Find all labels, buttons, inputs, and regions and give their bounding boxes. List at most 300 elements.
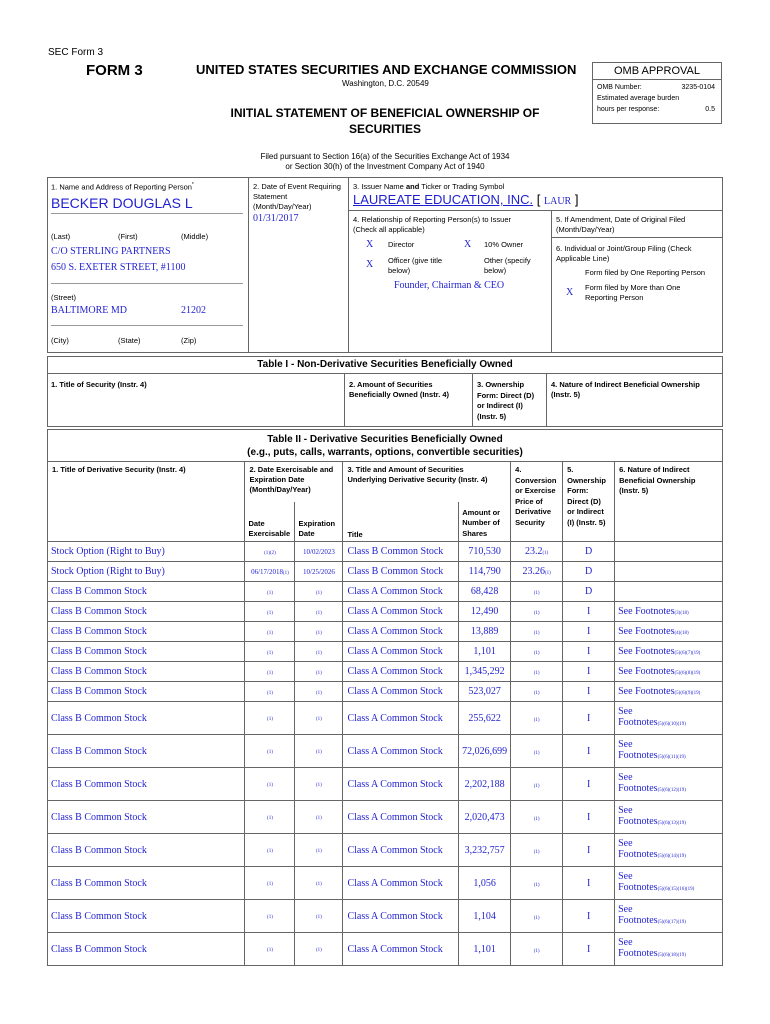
expiration-date <box>295 602 343 622</box>
table1-col4-1: 4. Nature of Indirect Beneficial Ownership <box>551 380 700 389</box>
t2-h4-3: or Exercise <box>515 486 556 495</box>
t2-sub-exp-1: Expiration <box>298 519 336 528</box>
nature-see: See <box>618 937 633 948</box>
filed-line1: Filed pursuant to Section 16(a) of the Securities Exchange Act of 1934 <box>260 152 510 161</box>
conversion-price <box>511 900 563 933</box>
amount-shares: 114,790 <box>459 562 511 582</box>
underlying-security-title: Class A Common Stock <box>343 622 459 642</box>
filed-line2: or Section 30(h) of the Investment Company Act of 1940 <box>285 162 485 171</box>
t2-h5 <box>563 462 615 542</box>
box2-label <box>253 182 341 212</box>
director-label: Director <box>388 240 415 249</box>
conversion-price <box>511 602 563 622</box>
conversion-price <box>511 622 563 642</box>
amount-shares: 1,056 <box>459 867 511 900</box>
derivative-security-title: Class B Common Stock <box>48 622 245 642</box>
table-row <box>48 682 723 702</box>
first-label: (First) <box>118 232 138 241</box>
ownership-form: I <box>563 768 615 801</box>
box6-label <box>556 244 691 264</box>
box1-label-text: 1. Name and Address of Reporting Person <box>51 182 192 192</box>
table-row <box>48 933 723 966</box>
officer-title: Founder, Chairman & CEO <box>394 280 505 291</box>
t2-sub-date-ex-2: Exercisable <box>248 529 291 538</box>
nature-footnote-refs: (5)(6)(8)(19) <box>674 671 701 676</box>
reporting-person-name: BECKER DOUGLAS L <box>51 195 193 211</box>
conversion-price-value: 23.26 <box>522 566 545 577</box>
nature-footnotes: Footnotes <box>618 750 658 761</box>
date-exercisable-footnote: (1) <box>267 816 273 821</box>
omb-approval-box <box>592 62 722 124</box>
expiration-date <box>295 735 343 768</box>
statement-title-line1: INITIAL STATEMENT OF BENEFICIAL OWNERSHIP OF <box>230 106 540 120</box>
ownership-form: I <box>563 682 615 702</box>
expiration-date <box>295 702 343 735</box>
nature-text: See Footnotes <box>618 646 675 657</box>
t2-sub-amount <box>459 502 511 542</box>
conversion-price-footnote: (1) <box>533 783 540 789</box>
t2-h3-2: Underlying Derivative Security (Instr. 4) <box>347 475 488 484</box>
box4-label <box>353 215 511 235</box>
derivative-security-title: Class B Common Stock <box>48 642 245 662</box>
t2-h1: 1. Title of Derivative Security (Instr. 4) <box>48 462 245 542</box>
date-exercisable <box>245 933 295 966</box>
expiration-date-footnote: (1) <box>316 750 322 755</box>
conversion-price <box>511 768 563 801</box>
conversion-price <box>511 662 563 682</box>
box3-label-a: 3. Issuer Name <box>353 182 406 191</box>
t2-h3 <box>343 462 511 502</box>
filing-option-two-1: Form filed by More than One <box>585 283 681 292</box>
table1-col2 <box>349 380 449 400</box>
box3-label-b: and <box>405 182 420 191</box>
nature-footnote-refs: (5)(6)(13)(19) <box>657 821 686 826</box>
commission-location: Washington, D.C. 20549 <box>342 79 429 88</box>
derivative-security-title: Class B Common Stock <box>48 867 245 900</box>
table2-body <box>48 542 723 966</box>
conversion-price <box>511 542 563 562</box>
table2-header-row <box>48 462 723 502</box>
date-exercisable-footnote: (1)(2) <box>264 550 276 556</box>
expiration-date-value: 10/25/2026 <box>303 567 335 576</box>
box4-label-1: 4. Relationship of Reporting Person(s) to Issuer <box>353 215 511 224</box>
conversion-price <box>511 801 563 834</box>
derivative-security-title: Class B Common Stock <box>48 662 245 682</box>
t2-sub-amt-2: Number of <box>462 518 500 527</box>
derivative-security-title: Stock Option (Right to Buy) <box>48 562 245 582</box>
nature-of-ownership <box>615 900 723 933</box>
conversion-price-footnote: (1) <box>544 571 551 576</box>
other-label-2: below) <box>484 266 507 275</box>
ownership-form: I <box>563 602 615 622</box>
derivative-security-title: Class B Common Stock <box>48 933 245 966</box>
underlying-security-title: Class A Common Stock <box>343 582 459 602</box>
expiration-date-value: 10/02/2023 <box>303 547 335 556</box>
table1-col3-3: or Indirect (I) <box>477 401 523 410</box>
expiration-date <box>295 801 343 834</box>
t2-h4 <box>511 462 563 542</box>
table-row <box>48 702 723 735</box>
zip-value: 21202 <box>181 305 206 316</box>
date-exercisable-footnote: (1) <box>267 882 273 887</box>
nature-footnotes: Footnotes <box>618 816 658 827</box>
box5-label <box>556 215 685 235</box>
t2-h4-2: Conversion <box>515 475 557 485</box>
nature-footnotes: Footnotes <box>618 849 658 860</box>
t2-h5-5: or Indirect <box>567 507 604 516</box>
table1-col3-2: Form: Direct (D) <box>477 390 535 400</box>
table2-title-1: Table II - Derivative Securities Beneficially Owned <box>267 434 503 445</box>
filing-option-one: Form filed by One Reporting Person <box>585 268 706 277</box>
expiration-date <box>295 562 343 582</box>
city-label: (City) <box>51 336 69 345</box>
table1-title: Table I - Non-Derivative Securities Beneficially Owned <box>257 359 513 370</box>
nature-of-ownership <box>615 622 723 642</box>
box6-label-2: Applicable Line) <box>556 254 610 263</box>
t2-h5-1: 5. <box>567 465 574 474</box>
t2-sub-exp <box>295 502 343 542</box>
nature-of-ownership <box>615 582 723 602</box>
underlying-security-title: Class A Common Stock <box>343 900 459 933</box>
nature-footnotes: Footnotes <box>618 948 658 959</box>
officer-label-2: below) <box>388 266 411 275</box>
nature-footnote-refs: (5)(6)(15)(16)(19) <box>657 887 695 892</box>
table1-col3 <box>477 380 534 422</box>
ownership-form: I <box>563 735 615 768</box>
t2-h2-2: Expiration Date <box>249 475 305 484</box>
conversion-price <box>511 702 563 735</box>
nature-see: See <box>618 739 633 750</box>
amount-shares: 2,020,473 <box>459 801 511 834</box>
commission-title: UNITED STATES SECURITIES AND EXCHANGE COMMISSION <box>196 62 577 77</box>
nature-footnote-refs: (5)(6)(18)(19) <box>657 953 686 958</box>
amount-shares: 12,490 <box>459 602 511 622</box>
table2-title <box>48 430 722 459</box>
box4-label-2: (Check all applicable) <box>353 225 425 234</box>
expiration-date-footnote: (1) <box>316 670 322 676</box>
omb-number-row <box>593 80 721 91</box>
nature-of-ownership <box>615 542 723 562</box>
other-label <box>484 256 531 276</box>
nature-footnotes: Footnotes <box>618 882 658 893</box>
t2-h4-1: 4. <box>515 465 522 474</box>
t2-h2 <box>245 462 343 502</box>
nature-text: See Footnotes <box>618 666 675 677</box>
filing-option-mark: X <box>566 287 574 298</box>
omb-title: OMB APPROVAL <box>593 63 721 80</box>
expiration-date-footnote: (1) <box>316 948 322 953</box>
omb-hours-row <box>593 102 721 113</box>
date-exercisable <box>245 582 295 602</box>
filing-option-two <box>585 283 680 303</box>
date-exercisable <box>245 622 295 642</box>
box6-label-1: 6. Individual or Joint/Group Filing (Check <box>556 244 692 253</box>
nature-footnotes: Footnotes <box>618 783 658 794</box>
issuer-name-link[interactable]: LAUREATE EDUCATION, INC. <box>353 192 534 207</box>
date-exercisable <box>245 542 295 562</box>
nature-of-ownership <box>615 867 723 900</box>
omb-hours-label: hours per response: <box>597 106 660 113</box>
expiration-date <box>295 542 343 562</box>
conversion-price-footnote: (1) <box>533 915 540 921</box>
omb-hours-value: 0.5 <box>705 106 715 113</box>
underlying-security-title: Class A Common Stock <box>343 735 459 768</box>
amount-shares: 68,428 <box>459 582 511 602</box>
table-row <box>48 582 723 602</box>
derivative-security-title: Class B Common Stock <box>48 801 245 834</box>
underlying-security-title: Class A Common Stock <box>343 834 459 867</box>
nature-see: See <box>618 904 633 915</box>
date-exercisable-footnote: (1) <box>267 650 273 656</box>
event-date: 01/31/2017 <box>253 213 299 224</box>
table-row <box>48 622 723 642</box>
t2-h6 <box>615 462 723 542</box>
box1-star: * <box>191 182 194 188</box>
expiration-date-footnote: (1) <box>316 915 322 920</box>
statement-title-line2: SECURITIES <box>348 122 421 136</box>
t2-h5-4: Direct (D) <box>567 496 601 506</box>
t2-sub-date-ex <box>245 502 295 542</box>
amount-shares: 13,889 <box>459 622 511 642</box>
nature-footnote-refs: (5)(6)(17)(19) <box>657 920 686 925</box>
ten-pct-label: 10% Owner <box>484 240 524 249</box>
underlying-security-title: Class A Common Stock <box>343 682 459 702</box>
expiration-date-footnote: (1) <box>316 690 322 696</box>
officer-label <box>388 256 442 276</box>
nature-footnote-refs: (3)(18) <box>674 611 689 616</box>
other-label-1: Other (specify <box>484 256 531 265</box>
expiration-date-footnote: (1) <box>316 630 322 636</box>
box3-label <box>353 182 504 191</box>
form-name: FORM 3 <box>86 62 143 79</box>
bracket-close: ] <box>574 192 579 207</box>
t2-sub-amt-1: Amount or <box>462 507 501 517</box>
expiration-date-footnote: (1) <box>316 717 322 722</box>
address-line1: C/O STERLING PARTNERS <box>51 246 171 257</box>
nature-of-ownership <box>615 768 723 801</box>
underlying-security-title: Class A Common Stock <box>343 642 459 662</box>
amount-shares: 523,027 <box>459 682 511 702</box>
conversion-price-footnote: (1) <box>542 551 549 556</box>
ownership-form: I <box>563 834 615 867</box>
conversion-price-footnote: (1) <box>533 717 540 723</box>
conversion-price <box>511 867 563 900</box>
nature-footnote-refs: (5)(6)(9)(19) <box>674 691 701 696</box>
omb-burden-label: Estimated average burden <box>597 95 680 102</box>
date-exercisable-footnote: (1) <box>267 630 273 636</box>
expiration-date-footnote: (1) <box>316 816 322 821</box>
date-exercisable-footnote: (1) <box>282 570 289 576</box>
date-exercisable-footnote: (1) <box>267 915 273 920</box>
officer-label-1: Officer (give title <box>388 256 443 265</box>
nature-text: See Footnotes <box>618 686 675 697</box>
t2-h4-4: Price of <box>515 496 543 506</box>
table-row <box>48 834 723 867</box>
expiration-date <box>295 642 343 662</box>
t2-sub-exp-2: Date <box>298 529 315 538</box>
nature-footnote-refs: (5)(6)(12)(19) <box>657 788 686 793</box>
nature-footnote-refs: (5)(6)(11)(19) <box>657 755 686 760</box>
t2-sub-date-ex-1: Date <box>248 519 265 528</box>
derivative-security-title: Class B Common Stock <box>48 682 245 702</box>
underlying-security-title: Class A Common Stock <box>343 768 459 801</box>
box2-label-1: 2. Date of Event Requiring <box>253 182 341 191</box>
derivative-security-title: Class B Common Stock <box>48 702 245 735</box>
zip-label: (Zip) <box>181 336 197 345</box>
table1-col2-2: Beneficially Owned (Instr. 4) <box>349 390 450 399</box>
table-row <box>48 867 723 900</box>
conversion-price-footnote: (1) <box>533 948 540 954</box>
amount-shares: 1,104 <box>459 900 511 933</box>
derivative-security-title: Class B Common Stock <box>48 735 245 768</box>
date-exercisable-value: 06/17/2018 <box>251 567 283 576</box>
t2-h2-3: (Month/Day/Year) <box>249 485 311 494</box>
box5-label-1: 5. If Amendment, Date of Original Filed <box>556 215 686 224</box>
t2-sub-title: Title <box>343 502 459 542</box>
t2-sub-amt-3: Shares <box>462 528 488 538</box>
derivative-security-title: Class B Common Stock <box>48 582 245 602</box>
expiration-date <box>295 933 343 966</box>
box5-label-2: (Month/Day/Year) <box>556 225 615 234</box>
date-exercisable <box>245 562 295 582</box>
amount-shares: 2,202,188 <box>459 768 511 801</box>
nature-of-ownership <box>615 933 723 966</box>
nature-text: See Footnotes <box>618 606 675 617</box>
expiration-date-footnote: (1) <box>316 590 322 596</box>
derivative-security-title: Class B Common Stock <box>48 602 245 622</box>
date-exercisable <box>245 642 295 662</box>
conversion-price <box>511 682 563 702</box>
conversion-price-footnote: (1) <box>533 750 540 756</box>
nature-footnote-refs: (5)(6)(14)(19) <box>657 854 686 859</box>
table-row <box>48 662 723 682</box>
date-exercisable-footnote: (1) <box>267 750 273 755</box>
amount-shares: 1,345,292 <box>459 662 511 682</box>
t2-h6-2: Beneficial Ownership <box>619 475 696 485</box>
nature-see: See <box>618 838 633 849</box>
issuer-line <box>353 192 578 207</box>
amount-shares: 1,101 <box>459 933 511 966</box>
table1-col1: 1. Title of Security (Instr. 4) <box>51 380 147 389</box>
ownership-form: I <box>563 801 615 834</box>
conversion-price-footnote: (1) <box>533 882 540 888</box>
underlying-security-title: Class A Common Stock <box>343 933 459 966</box>
nature-footnotes: Footnotes <box>618 717 658 728</box>
statement-title <box>212 105 558 137</box>
expiration-date <box>295 622 343 642</box>
underlying-security-title: Class B Common Stock <box>343 542 459 562</box>
nature-of-ownership <box>615 735 723 768</box>
date-exercisable <box>245 682 295 702</box>
director-mark: X <box>366 239 374 250</box>
date-exercisable <box>245 662 295 682</box>
conversion-price <box>511 933 563 966</box>
expiration-date <box>295 682 343 702</box>
last-label: (Last) <box>51 232 71 241</box>
table2-title-box <box>47 429 723 461</box>
table-row <box>48 642 723 662</box>
nature-of-ownership <box>615 682 723 702</box>
bracket-open: [ <box>536 192 541 207</box>
conversion-price-value: 23.2 <box>524 546 543 557</box>
expiration-date-footnote: (1) <box>316 882 322 887</box>
date-exercisable-footnote: (1) <box>267 849 273 854</box>
state-label: (State) <box>118 336 141 345</box>
nature-text: See Footnotes <box>618 626 675 637</box>
underlying-security-title: Class A Common Stock <box>343 867 459 900</box>
box2-label-2: Statement <box>253 192 288 201</box>
ten-pct-mark: X <box>464 239 472 250</box>
table1-col3-4: (Instr. 5) <box>477 411 507 421</box>
amount-shares: 3,232,757 <box>459 834 511 867</box>
conversion-price-footnote: (1) <box>533 691 540 696</box>
date-exercisable <box>245 602 295 622</box>
conversion-price-footnote: (1) <box>533 611 540 616</box>
nature-of-ownership <box>615 702 723 735</box>
date-exercisable-footnote: (1) <box>267 948 273 953</box>
table-row <box>48 801 723 834</box>
omb-number-label: OMB Number: <box>597 84 642 91</box>
nature-footnotes: Footnotes <box>618 915 658 926</box>
expiration-date-footnote: (1) <box>316 783 322 788</box>
table1-col2-1: 2. Amount of Securities <box>349 380 433 389</box>
city-value: BALTIMORE MD <box>51 305 128 316</box>
box2-label-3: (Month/Day/Year) <box>253 202 312 211</box>
conversion-price <box>511 735 563 768</box>
date-exercisable-footnote: (1) <box>267 670 273 676</box>
derivative-security-title: Class B Common Stock <box>48 768 245 801</box>
conversion-price <box>511 562 563 582</box>
underlying-security-title: Class A Common Stock <box>343 602 459 622</box>
nature-of-ownership <box>615 642 723 662</box>
nature-of-ownership <box>615 602 723 622</box>
conversion-price <box>511 834 563 867</box>
nature-of-ownership <box>615 801 723 834</box>
table1-col3-1: 3. Ownership <box>477 380 525 389</box>
table-row <box>48 900 723 933</box>
address-line2: 650 S. EXETER STREET, #1100 <box>51 262 186 273</box>
t2-h2-1: 2. Date Exercisable and <box>249 465 334 474</box>
amount-shares: 255,622 <box>459 702 511 735</box>
t2-h3-1: 3. Title and Amount of Securities <box>347 465 464 474</box>
nature-see: See <box>618 805 633 816</box>
expiration-date <box>295 834 343 867</box>
derivative-security-title: Class B Common Stock <box>48 834 245 867</box>
middle-label: (Middle) <box>181 232 209 241</box>
derivative-security-title: Class B Common Stock <box>48 900 245 933</box>
underlying-security-title: Class B Common Stock <box>343 562 459 582</box>
expiration-date <box>295 582 343 602</box>
t2-h4-6: Security <box>515 517 545 527</box>
ticker-symbol: LAUR <box>543 196 572 207</box>
date-exercisable-footnote: (1) <box>267 690 273 696</box>
conversion-price-footnote: (1) <box>533 671 540 676</box>
conversion-price-footnote: (1) <box>533 651 540 656</box>
table-row <box>48 562 723 582</box>
ownership-form: I <box>563 622 615 642</box>
date-exercisable-footnote: (1) <box>267 717 273 722</box>
date-exercisable <box>245 834 295 867</box>
underlying-security-title: Class A Common Stock <box>343 662 459 682</box>
table-row <box>48 602 723 622</box>
expiration-date-footnote: (1) <box>316 610 322 616</box>
expiration-date <box>295 900 343 933</box>
amount-shares: 72,026,699 <box>459 735 511 768</box>
ownership-form: I <box>563 702 615 735</box>
expiration-date-footnote: (1) <box>316 650 322 656</box>
derivative-security-title: Stock Option (Right to Buy) <box>48 542 245 562</box>
conversion-price <box>511 582 563 602</box>
